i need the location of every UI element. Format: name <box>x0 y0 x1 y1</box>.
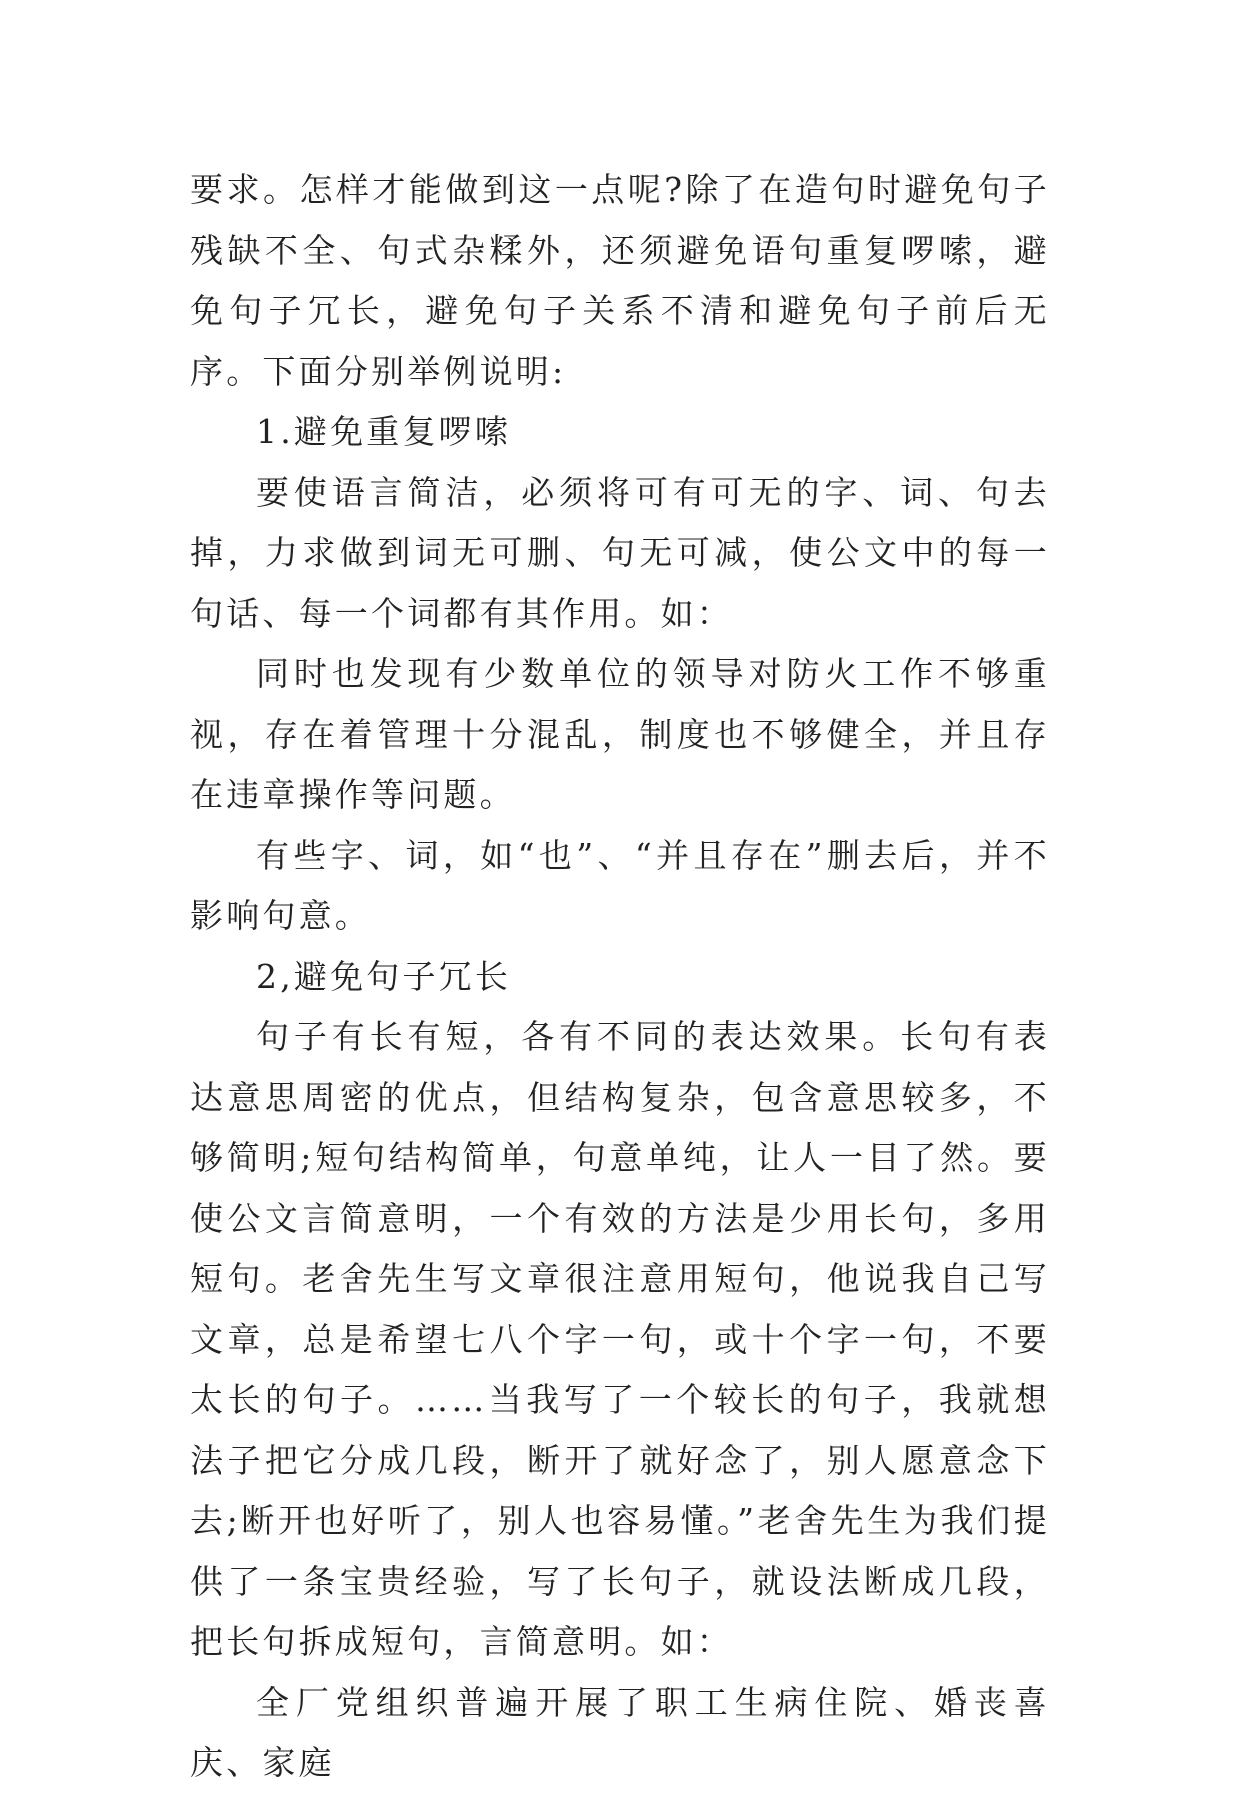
paragraph-example-1: 同时也发现有少数单位的领导对防火工作不够重视，存在着管理十分混乱，制度也不够健全，并且存在违章操作等问题。 <box>190 654 1050 814</box>
paragraph-intro: 要求。怎样才能做到这一点呢?除了在造句时避免句子残缺不全、句式杂糅外，还须避免语句重复啰嗦，避免句子冗长，避免句子关系不清和避免句子前后无序。下面分别举例说明: <box>190 170 1050 391</box>
paragraph-explanation-1: 有些字、词，如“也”、“并且存在”删去后，并不影响句意。 <box>190 835 1050 935</box>
paragraph-long-short-sentences: 句子有长有短，各有不同的表达效果。长句有表达意思周密的优点，但结构复杂，包含意思较多，不够简明;短句结构简单，句意单纯，让人一目了然。要使公文言简意明，一个有效的方法是少用长句，多用短句。老舍先生写文章很注意用短句，他说我自己写文章，总是希望七八个字一句，或十个字一句，不要太长的句子。……当我写了一个较长的句子，我就想法子把它分成几段，断开了就好念了，别人愿意念下去;断开也好听了，别人也容易懂。”老舍先生为我们提供了一条宝贵经验，写了长句子，就设法断成几段，把长句拆成短句，言简意明。如： <box>190 1017 1050 1661</box>
document-page <box>190 160 1050 1794</box>
heading-avoid-long-sentences: 2,避免句子冗长 <box>256 956 512 996</box>
paragraph-concise-language: 要使语言简洁，必须将可有可无的字、词、句去掉，力求做到词无可删、句无可减，使公文中的每一句话、每一个词都有其作用。如： <box>190 472 1050 633</box>
heading-avoid-repetition: 1.避免重复啰嗦 <box>256 412 512 451</box>
paragraph-example-2: 全厂党组织普遍开展了职工生病住院、婚丧喜庆、家庭 <box>190 1682 1050 1782</box>
